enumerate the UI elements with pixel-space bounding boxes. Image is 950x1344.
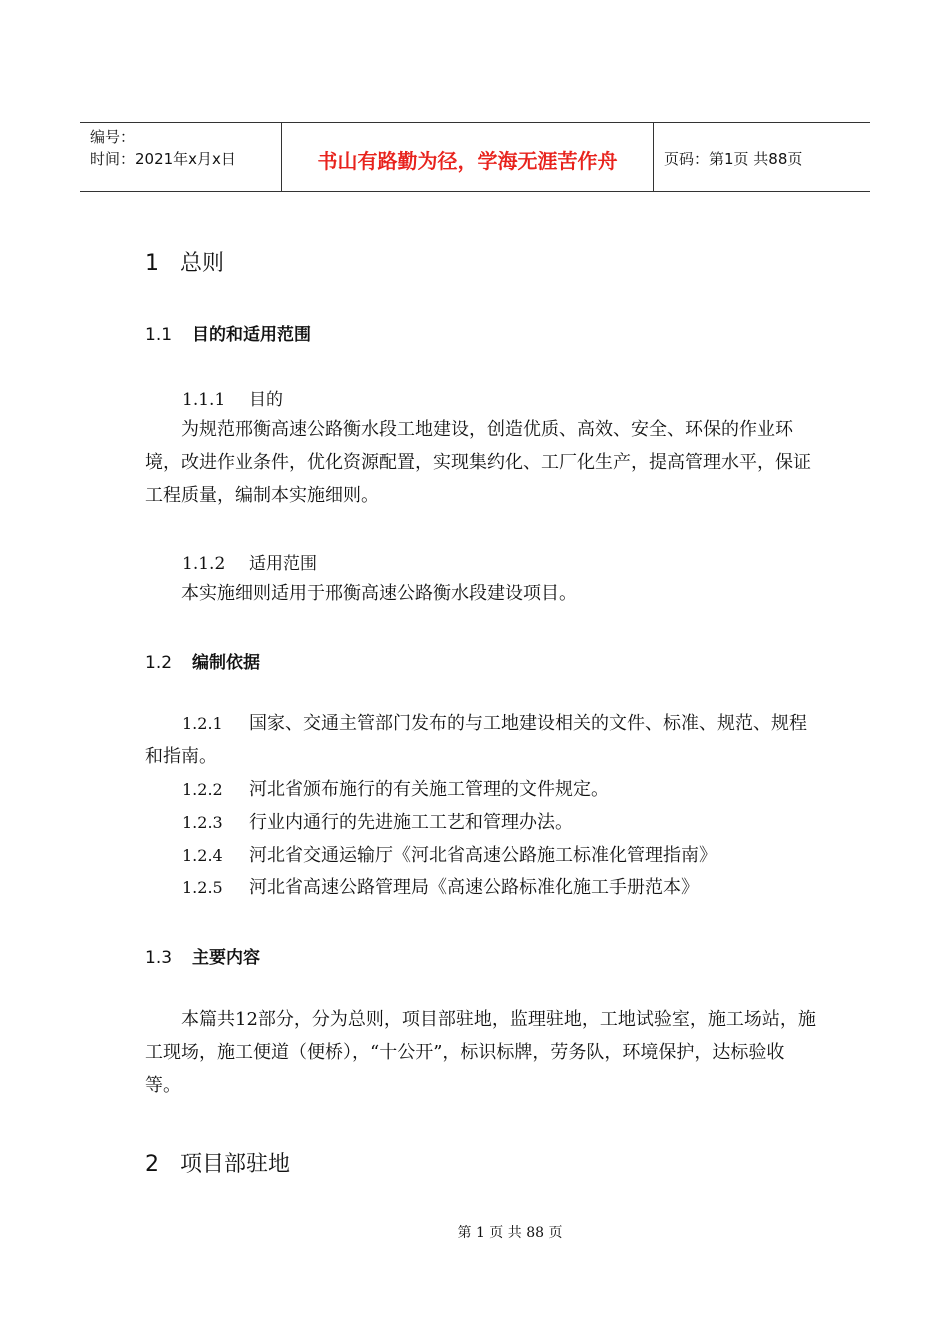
basis-item	[145, 871, 820, 904]
subsection-heading	[145, 943, 260, 968]
basis-number: 1.2.4	[182, 846, 223, 865]
section-title: 总则	[180, 251, 225, 276]
section-title: 项目部驻地	[180, 1152, 291, 1177]
header-motto: 书山有路勤为径，学海无涯苦作舟	[317, 149, 618, 173]
subsubsection-title: 目的	[249, 390, 283, 410]
section-number: 2	[145, 1152, 159, 1177]
basis-text: 国家、交通主管部门发布的与工地建设相关的文件、标准、规范、规程和指南。	[145, 713, 807, 767]
page-footer: 第 1 页 共 88 页	[457, 1225, 563, 1241]
basis-text: 河北省交通运输厅《河北省高速公路施工标准化管理指南》	[249, 845, 717, 866]
subsection-heading	[145, 320, 311, 345]
basis-item	[145, 707, 820, 773]
subsubsection-title: 适用范围	[249, 554, 317, 574]
basis-item	[145, 806, 820, 839]
number-label: 编号：	[90, 128, 136, 146]
subsubsection-number: 1.1.1	[182, 390, 226, 410]
basis-text: 河北省颁布施行的有关施工管理的文件规定。	[249, 779, 609, 800]
subsection-title: 目的和适用范围	[192, 325, 311, 345]
header-page-label: 页码：第1页 共88页	[664, 150, 803, 168]
content-paragraph: 本篇共12部分，分为总则，项目部驻地，监理驻地，工地试验室，施工场站，施工现场，施工便道（便桥），“十公开”，标识标牌，劳务队，环境保护，达标验收等。	[145, 1009, 816, 1096]
subsection-number: 1.3	[145, 948, 173, 968]
basis-item	[145, 773, 820, 806]
basis-item	[145, 839, 820, 872]
basis-number: 1.2.3	[182, 813, 223, 832]
basis-number: 1.2.2	[182, 780, 223, 799]
subsubsection-number: 1.1.2	[182, 554, 226, 574]
basis-text: 行业内通行的先进施工工艺和管理办法。	[249, 812, 573, 833]
time-label: 时间：2021年x月x日	[90, 150, 236, 168]
purpose-paragraph: 为规范邢衡高速公路衡水段工地建设，创造优质、高效、安全、环保的作业环境，改进作业条件，优化资源配置，实现集约化、工厂化生产，提高管理水平，保证工程质量，编制本实施细则。	[145, 419, 811, 506]
subsubsection-heading	[182, 385, 283, 410]
basis-number: 1.2.1	[182, 714, 223, 733]
subsubsection-heading	[182, 549, 317, 574]
scope-paragraph: 本实施细则适用于邢衡高速公路衡水段建设项目。	[181, 583, 577, 604]
section-heading	[145, 246, 224, 277]
subsection-title: 主要内容	[192, 948, 260, 968]
header-divider	[653, 123, 654, 191]
subsection-heading	[145, 648, 260, 673]
basis-text: 河北省高速公路管理局《高速公路标准化施工手册范本》	[249, 877, 699, 898]
document-header	[80, 122, 870, 192]
subsection-title: 编制依据	[192, 653, 260, 673]
section-heading	[145, 1147, 290, 1178]
section-number: 1	[145, 251, 159, 276]
header-meta	[90, 126, 236, 170]
subsection-number: 1.1	[145, 325, 173, 345]
basis-number: 1.2.5	[182, 878, 223, 897]
subsection-number: 1.2	[145, 653, 173, 673]
